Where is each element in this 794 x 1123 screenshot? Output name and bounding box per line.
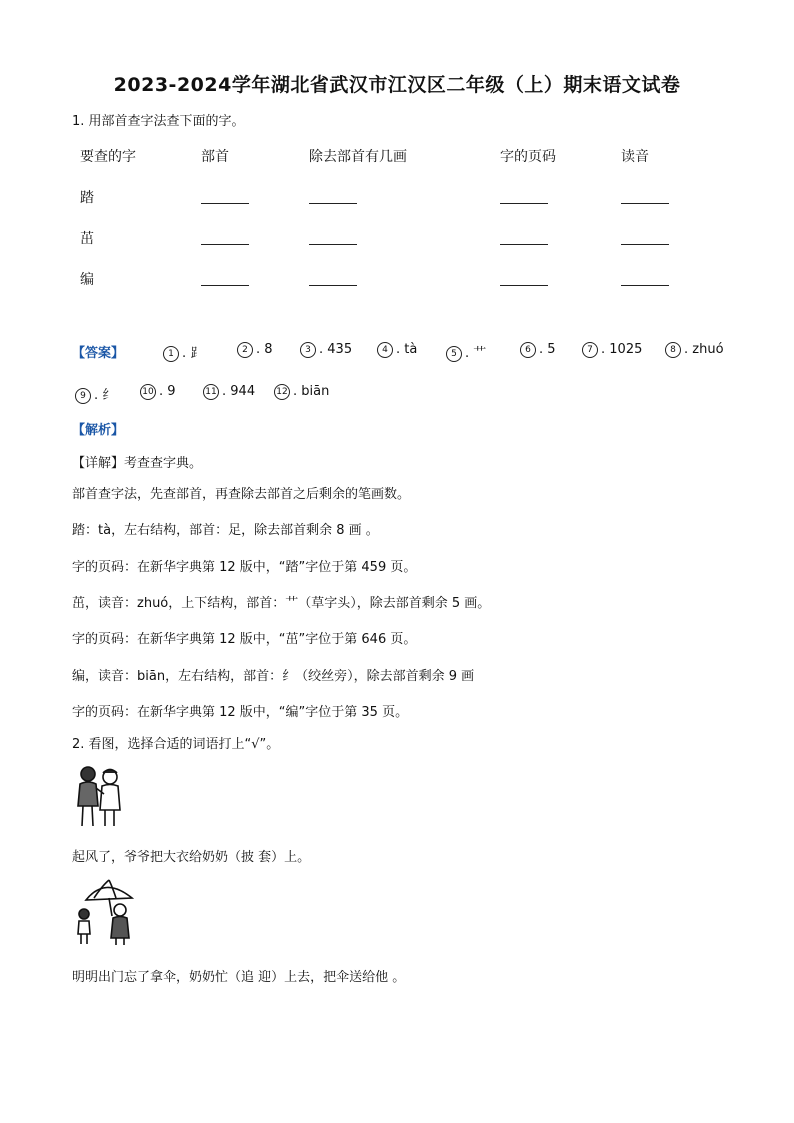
- answer-item: 11 . 944: [203, 384, 255, 400]
- answer-blank[interactable]: [309, 203, 357, 204]
- analysis-line: 字的页码：在新华字典第 12 版中，“茁”字位于第 646 页。: [72, 632, 417, 647]
- answer-item: 1 . ⻊: [163, 342, 203, 362]
- answer-item: 2 . 8: [237, 342, 273, 358]
- umbrella-illustration: [72, 876, 138, 946]
- answer-blank[interactable]: [621, 203, 669, 204]
- row-char-1: 踏: [80, 190, 94, 206]
- answer-item: 6 . 5: [520, 342, 556, 358]
- page-title: 2023-2024学年湖北省武汉市江汉区二年级（上）期末语文试卷: [113, 74, 681, 96]
- analysis-line: 部首查字法，先查部首，再查除去部首之后剩余的笔画数。: [72, 487, 411, 502]
- answer-item: 8 . zhuó: [665, 342, 724, 358]
- q2-stem: 2. 看图，选择合适的词语打上“√”。: [72, 737, 280, 752]
- detail-line: 【详解】考查查字典。: [72, 456, 203, 471]
- answer-item: 12 . biān: [274, 384, 329, 400]
- answer-blank[interactable]: [201, 244, 249, 245]
- answer-blank[interactable]: [500, 285, 548, 286]
- answer-blank[interactable]: [309, 244, 357, 245]
- answer-item: 7 . 1025: [582, 342, 642, 358]
- answer-item: 4 . tà: [377, 342, 417, 358]
- analysis-tag: 【解析】: [72, 423, 125, 438]
- answer-blank[interactable]: [201, 203, 249, 204]
- q1-stem: 1. 用部首查字法查下面的字。: [72, 114, 245, 129]
- answer-blank[interactable]: [621, 244, 669, 245]
- q2-sentence-1: 起风了，爷爷把大衣给奶奶（披 套）上。: [72, 850, 311, 865]
- answer-tag: 【答案】: [72, 346, 125, 361]
- row-char-2: 茁: [80, 231, 94, 247]
- answer-blank[interactable]: [201, 285, 249, 286]
- answer-blank[interactable]: [500, 203, 548, 204]
- answer-blank[interactable]: [500, 244, 548, 245]
- analysis-line: 字的页码：在新华字典第 12 版中，“踏”字位于第 459 页。: [72, 560, 417, 575]
- grandparents-coat-illustration: [72, 764, 126, 828]
- analysis-line: 字的页码：在新华字典第 12 版中，“编”字位于第 35 页。: [72, 705, 409, 720]
- answer-item: 3 . 435: [300, 342, 352, 358]
- answer-item: 9 . 纟: [75, 384, 115, 404]
- header-char: 要查的字: [80, 149, 136, 165]
- analysis-line: 茁，读音：zhuó，上下结构，部首：艹（草字头），除去部首剩余 5 画。: [72, 596, 491, 611]
- answer-item: 10 . 9: [140, 384, 176, 400]
- header-page: 字的页码: [500, 149, 556, 165]
- header-pinyin: 读音: [621, 149, 649, 165]
- analysis-line: 编，读音：biān，左右结构，部首：纟（绞丝旁），除去部首剩余 9 画: [72, 669, 475, 684]
- header-strokes: 除去部首有几画: [309, 149, 407, 165]
- answer-item: 5 . 艹: [446, 342, 486, 362]
- analysis-line: 踏：tà，左右结构，部首：足，除去部首剩余 8 画 。: [72, 523, 379, 538]
- answer-blank[interactable]: [309, 285, 357, 286]
- row-char-3: 编: [80, 272, 94, 288]
- q2-sentence-2: 明明出门忘了拿伞，奶奶忙（追 迎）上去，把伞送给他 。: [72, 970, 406, 985]
- answer-blank[interactable]: [621, 285, 669, 286]
- header-radical: 部首: [201, 149, 229, 165]
